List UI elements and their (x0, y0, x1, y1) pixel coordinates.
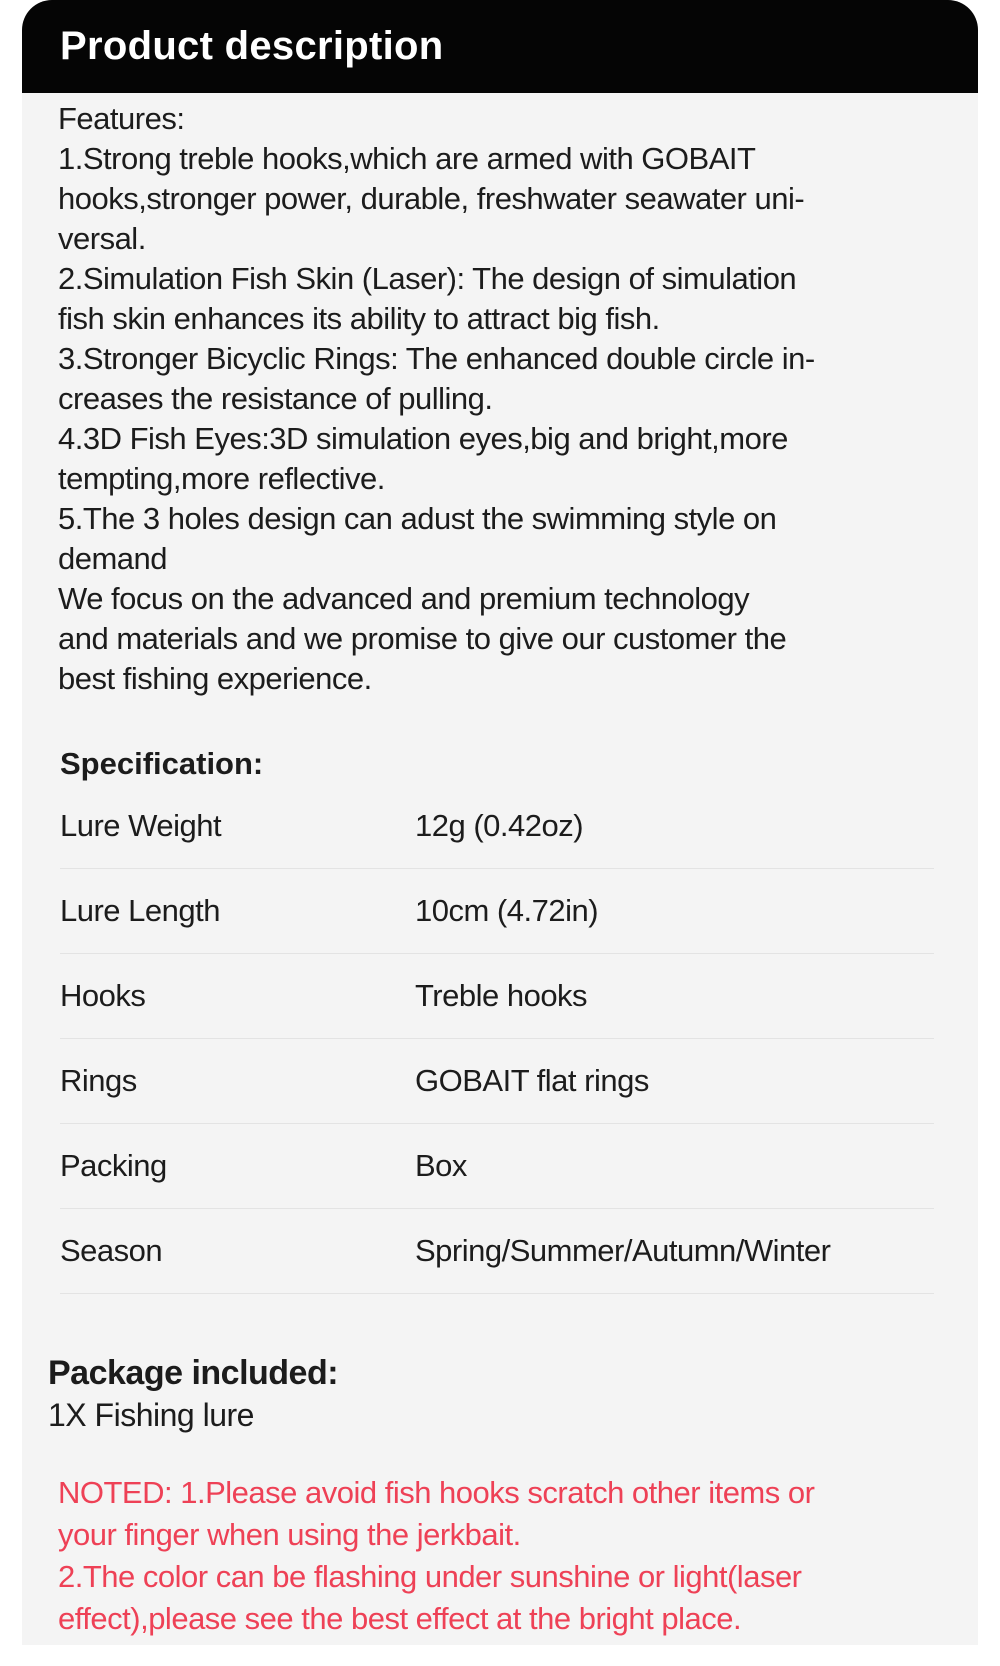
note-block (58, 1472, 978, 1640)
feature-line: and materials and we promise to give our customer the (58, 621, 787, 656)
feature-line: 2.Simulation Fish Skin (Laser): The design of simulation (58, 261, 797, 296)
note-line: effect),please see the best effect at the bright place. (58, 1601, 742, 1636)
spec-row (60, 784, 934, 869)
spec-value: Treble hooks (415, 978, 588, 1013)
feature-line: tempting,more reflective. (58, 461, 385, 496)
spec-value: 12g (0.42oz) (415, 808, 584, 843)
spec-value: 10cm (4.72in) (415, 893, 599, 928)
feature-line: versal. (58, 221, 146, 256)
feature-line: We focus on the advanced and premium technology (58, 581, 750, 616)
feature-line: creases the resistance of pulling. (58, 381, 493, 416)
section-header (22, 0, 978, 93)
feature-line: best fishing experience. (58, 661, 372, 696)
specification-heading: Specification: (60, 746, 264, 781)
features-heading: Features: (58, 101, 185, 136)
spec-row (60, 1209, 934, 1294)
spec-row (60, 1039, 934, 1124)
note-line: your finger when using the jerkbait. (58, 1517, 521, 1552)
section-content (22, 93, 978, 1645)
feature-line: hooks,stronger power, durable, freshwater seawater uni- (58, 181, 805, 216)
product-description-sheet (22, 0, 978, 1645)
package-item: 1X Fishing lure (48, 1397, 254, 1433)
spec-label: Hooks (60, 978, 146, 1013)
spec-label: Packing (60, 1148, 167, 1183)
spec-row (60, 1124, 934, 1209)
feature-line: 4.3D Fish Eyes:3D simulation eyes,big and bright,more (58, 421, 788, 456)
feature-line: fish skin enhances its ability to attract big fish. (58, 301, 660, 336)
note-line: 2.The color can be flashing under sunshine or light(laser (58, 1559, 802, 1594)
feature-line: 1.Strong treble hooks,which are armed with GOBAIT (58, 141, 756, 176)
note-line: NOTED: 1.Please avoid fish hooks scratch other items or (58, 1475, 815, 1510)
spec-label: Rings (60, 1063, 137, 1098)
spec-table (60, 784, 934, 1294)
spec-row (60, 954, 934, 1039)
section-title: Product description (60, 24, 444, 68)
feature-line: demand (58, 541, 168, 576)
spec-label: Season (60, 1233, 163, 1268)
spec-label: Lure Length (60, 893, 220, 928)
feature-line: 5.The 3 holes design can adust the swimming style on (58, 501, 777, 536)
spec-value: Spring/Summer/Autumn/Winter (415, 1233, 831, 1268)
spec-label: Lure Weight (60, 808, 222, 843)
features-block (22, 99, 978, 699)
feature-line: 3.Stronger Bicyclic Rings: The enhanced double circle in- (58, 341, 815, 376)
spec-row (60, 869, 934, 954)
package-heading: Package included: (48, 1354, 339, 1392)
spec-value: Box (415, 1148, 467, 1183)
spec-value: GOBAIT flat rings (415, 1063, 649, 1098)
